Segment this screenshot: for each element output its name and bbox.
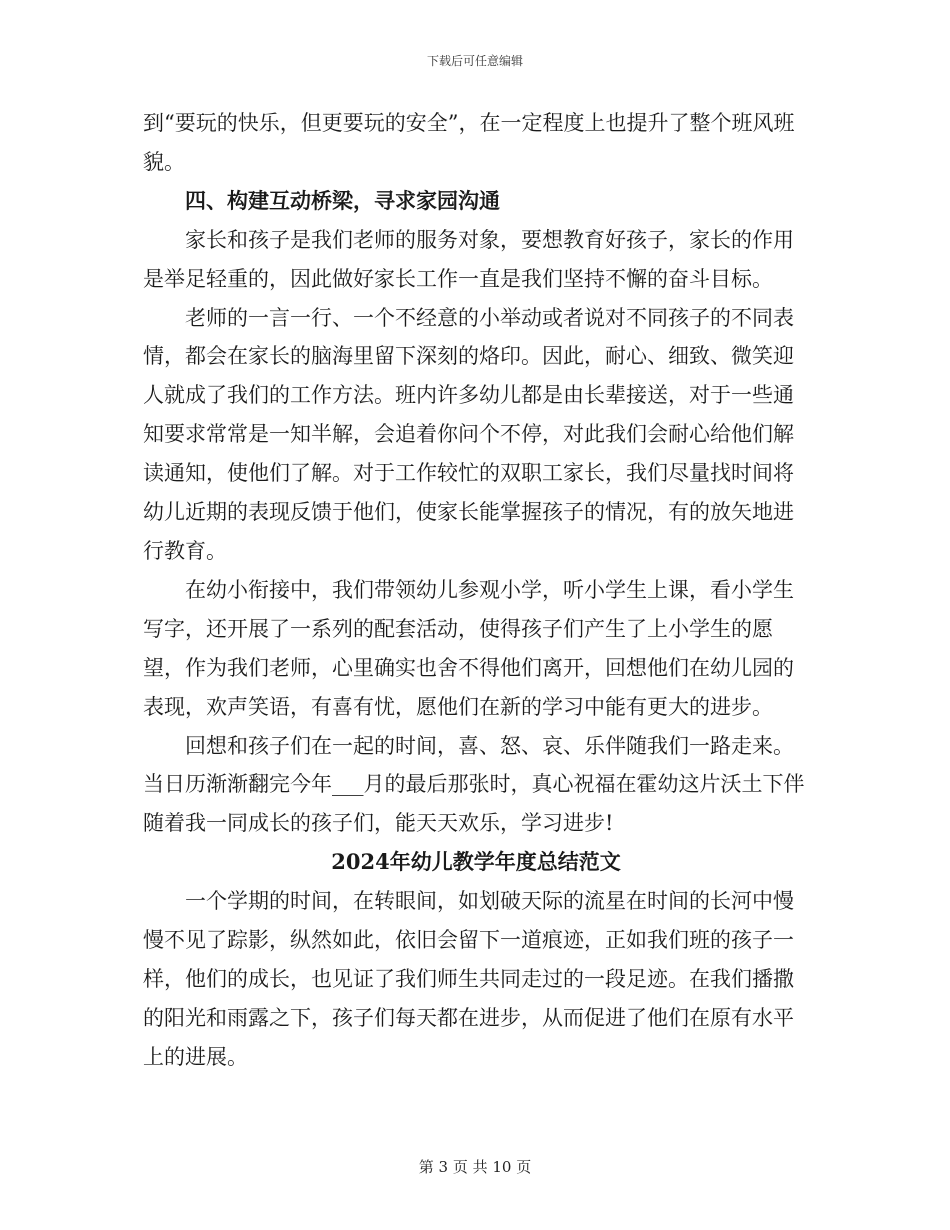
paragraph: 一个学期的时间，在转眼间，如划破天际的流星在时间的长河中慢慢不见了踪影，纵然如此，依旧会留下一道痕迹，正如我们班的孩子一样，他们的成长，也见证了我们师生共同走过的一段足迹。在我们播撒的阳光和雨露之下，孩子们每天都在进步，从而促进了他们在原有水平上的进展。 [143,889,794,1069]
paragraph: 在幼小衔接中，我们带领幼儿参观小学，听小学生上课，看小学生写字，还开展了一系列的配套活动，使得孩子们产生了上小学生的愿望，作为我们老师，心里确实也舍不得他们离开，回想他们在幼儿园的表现，欢声笑语，有喜有忧，愿他们在新的学习中能有更大的进步。 [143,577,794,719]
paragraph: 家长和孩子是我们老师的服务对象，要想教育好孩子，家长的作用是举足轻重的，因此做好家长工作一直是我们坚持不懈的奋斗目标。 [143,227,794,291]
page-header: 下载后可任意编辑 [426,54,523,68]
paragraph-continuation: 到“要玩的快乐，但更要玩的安全”，在一定程度上也提升了整个班风班貌。 [143,111,795,174]
document-body [143,104,809,1077]
document-title: 2024年幼儿教学年度总结范文 [331,849,621,875]
paragraph: 回想和孩子们在一起的时间，喜、怒、哀、乐伴随我们一路走来。当日历渐渐翻完今年___月的最后那张时，真心祝福在霍幼这片沃土下伴随着我一同成长的孩子们，能天天欢乐，学习进步! [143,733,805,836]
paragraph: 老师的一言一行、一个不经意的小举动或者说对不同孩子的不同表情，都会在家长的脑海里留下深刻的烙印。因此，耐心、细致、微笑迎人就成了我们的工作方法。班内许多幼儿都是由长辈接送，对于一些通知要求常常是一知半解，会追着你问个不停，对此我们会耐心给他们解读通知，使他们了解。对于工作较忙的双职工家长，我们尽量找时间将幼儿近期的表现反馈于他们，使家长能掌握孩子的情况，有的放矢地进行教育。 [143,305,794,563]
section-heading: 四、构建互动桥梁，寻求家园沟通 [185,187,500,213]
page-footer: 第 3 页 共 10 页 [418,1158,532,1176]
